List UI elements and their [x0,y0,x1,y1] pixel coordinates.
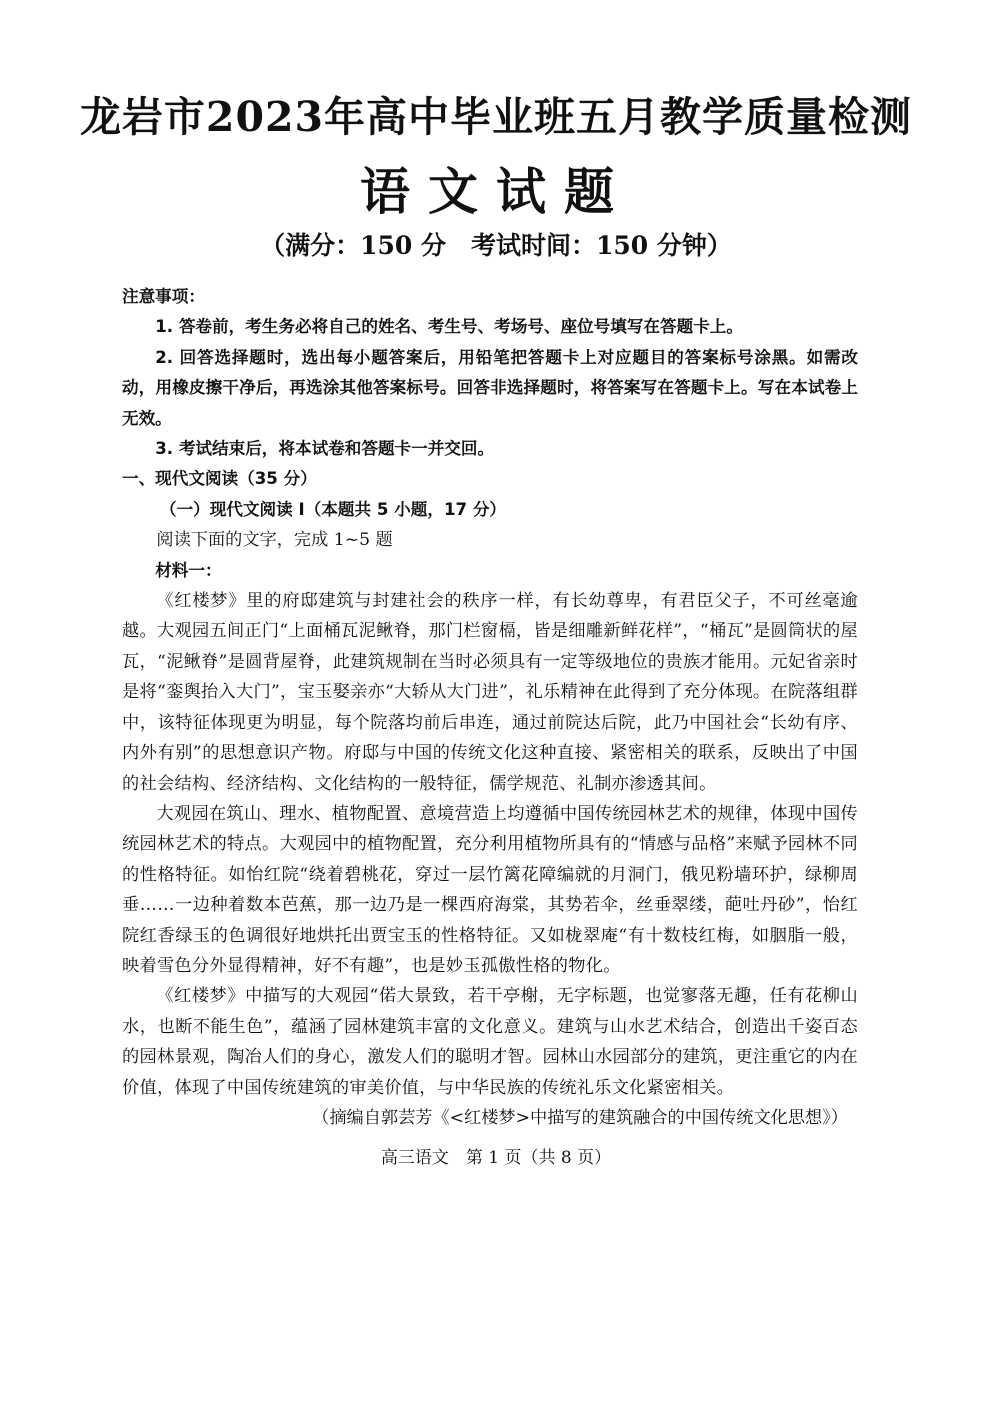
exam-title: 龙岩市2023年高中毕业班五月教学质量检测 [79,93,913,141]
notice-item-3: 3. 考试结束后，将本试卷和答题卡一并交回。 [155,439,495,459]
material-paragraph: 《红楼梦》里的府邸建筑与封建社会的秩序一样，有长幼尊卑，有君臣父子，不可丝毫逾越。大观园五间正门“上面桶瓦泥鳅脊，那门栏窗槅，皆是细雕新鲜花样”，“桶瓦”是圆筒状的屋瓦，“泥鳅脊”是圆背屋脊，此建筑规制在当时必须具有一定等级地位的贵族才能用。元妃省亲时是将“銮舆抬入大门”，宝玉娶亲亦“大轿从大门进”，礼乐精神在此得到了充分体现。在院落组群中，该特征体现更为明显，每个院落均前后串连，通过前院达后院，此乃中国社会“长幼有序、内外有别”的思想意识产物。府邸与中国的传统文化这种直接、紧密相关的联系，反映出了中国的社会结构、经济结构、文化结构的一般特征，儒学规范、礼制亦渗透其间。 [122,591,858,794]
exam-body [122,282,858,1133]
page-footer: 高三语文 第 1 页（共 8 页） [380,1148,612,1168]
sub-section-heading: （一）现代文阅读 I（本题共 5 小题，17 分） [160,499,507,519]
subject-title: 语文试题 [360,162,632,221]
reading-instruction: 阅读下面的文字，完成 1~5 题 [156,530,393,551]
material-paragraph: 《红楼梦》中描写的大观园“偌大景致，若干亭榭，无字标题，也觉寥落无趣，任有花柳山水，也断不能生色”，蕴涵了园林建筑丰富的文化意义。建筑与山水艺术结合，创造出千姿百态的园林景观，陶冶人们的身心，激发人们的聪明才智。园林山水园部分的建筑，更注重它的内在价值，体现了中国传统建筑的审美价值，与中华民族的传统礼乐文化紧密相关。 [122,986,858,1098]
material-paragraph: 大观园在筑山、理水、植物配置、意境营造上均遵循中国传统园林艺术的规律，体现中国传统园林艺术的特点。大观园中的植物配置，充分利用植物所具有的“情感与品格”来赋予园林不同的性格特征。如怡红院“绕着碧桃花，穿过一层竹篱花障编就的月洞门，俄见粉墙环护，绿柳周垂……一边种着数本芭蕉，那一边乃是一棵西府海棠，其势若伞，丝垂翠缕，葩吐丹砂”，怡红院红香绿玉的色调很好地烘托出贾宝玉的性格特征。又如栊翠庵“有十数枝红梅，如胭脂一般，映着雪色分外显得精神，好不有趣”，也是妙玉孤傲性格的物化。 [122,803,858,976]
material-source: （摘编自郭芸芳《<红楼梦>中描写的建筑融合的中国传统文化思想》） [312,1107,848,1128]
notice-item-2: 2. 回答选择题时，选出每小题答案后，用铅笔把答题卡上对应题目的答案标号涂黑。如需改动，用橡皮擦干净后，再选涂其他答案标号。回答非选择题时，将答案写在答题卡上。写在本试卷上无效。 [122,347,858,428]
notice-item-1: 1. 答卷前，考生务必将自己的姓名、考生号、考场号、座位号填写在答题卡上。 [155,317,743,337]
notice-heading: 注意事项： [122,287,205,306]
section-heading: 一、现代文阅读（35 分） [122,469,317,489]
score-time-line: （满分：150 分 考试时间：150 分钟） [260,231,732,260]
material-label: 材料一： [155,560,222,580]
